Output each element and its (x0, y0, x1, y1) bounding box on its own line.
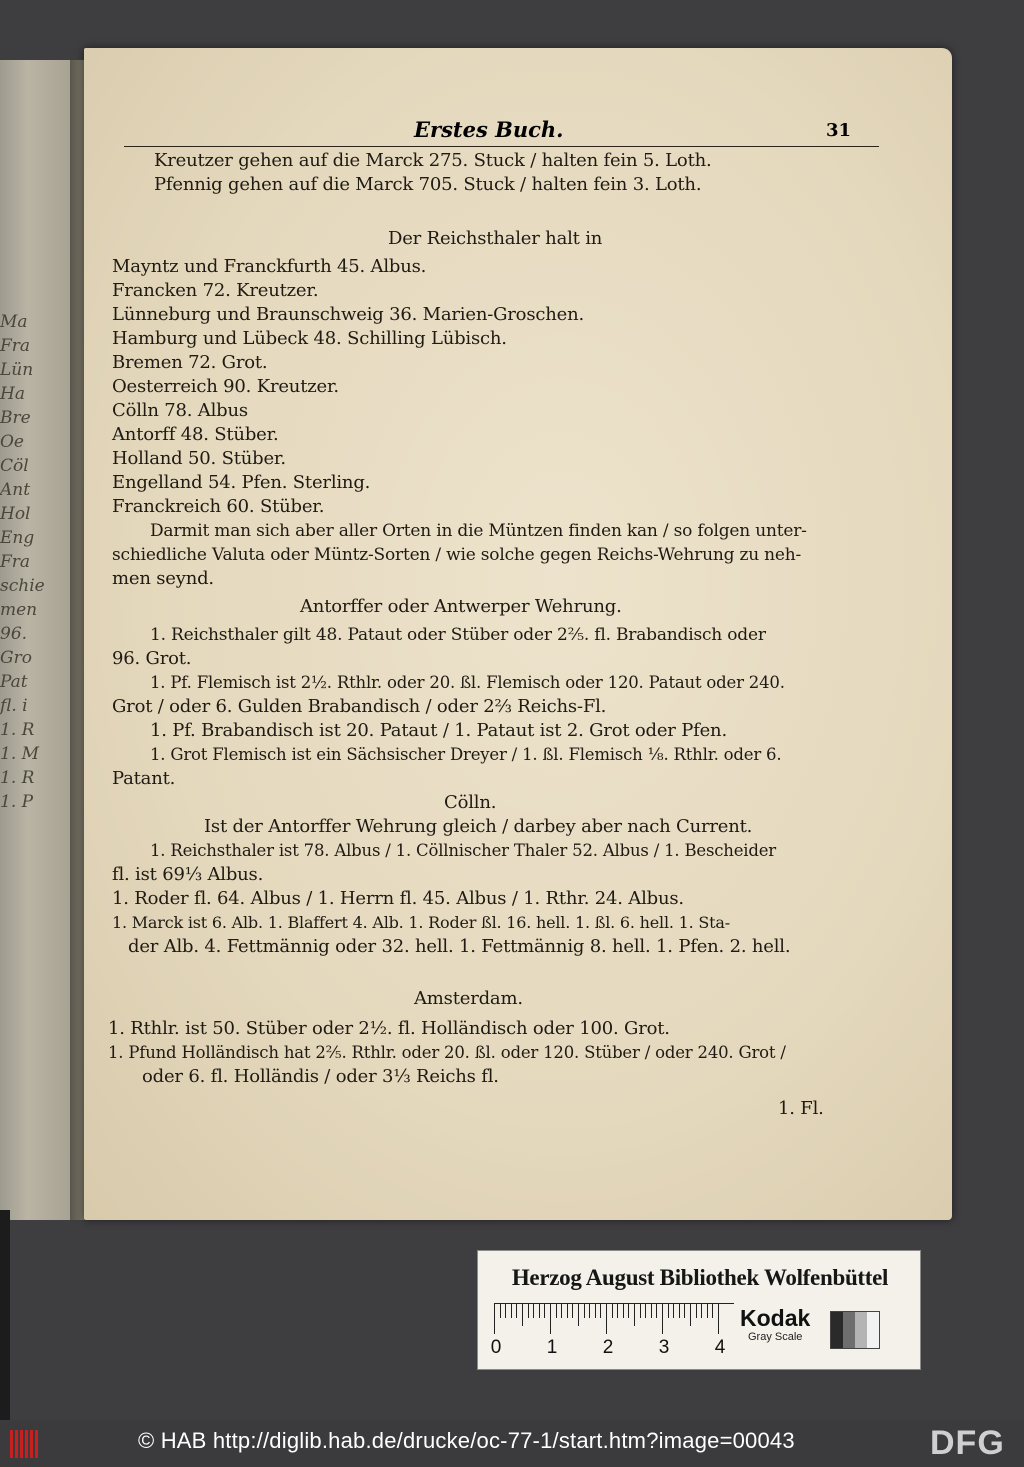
text-line: Francken 72. Kreutzer. (112, 280, 319, 301)
ruler-label: 4 (714, 1337, 726, 1358)
dfg-logo: DFG (930, 1424, 1005, 1462)
previous-page-fragment: Ma (0, 312, 28, 332)
ruler-tick (572, 1304, 573, 1318)
previous-page-fragment: Fra (0, 336, 31, 356)
text-line: 1. Pf. Brabandisch ist 20. Pataut / 1. Pataut ist 2. Grot oder Pfen. (150, 720, 727, 741)
ruler-tick (600, 1304, 601, 1318)
previous-page-fragment: 1. R (0, 768, 35, 788)
scanner-edge (0, 1210, 10, 1420)
ruler-tick (662, 1304, 663, 1334)
text-line: Pfennig gehen auf die Marck 705. Stuck / halten fein 3. Loth. (154, 174, 702, 195)
text-line: Antorff 48. Stüber. (112, 424, 279, 445)
ruler-tick (539, 1304, 540, 1318)
ruler-tick (640, 1304, 641, 1318)
previous-page-fragment: fl. i (0, 696, 28, 716)
ruler-tick (679, 1304, 680, 1318)
ruler-tick (595, 1304, 596, 1318)
ruler-label: 2 (602, 1337, 614, 1358)
text-line: men seynd. (112, 568, 214, 589)
hab-logo-icon (10, 1430, 40, 1458)
section-heading: Cölln. (444, 792, 497, 813)
text-line: Oesterreich 90. Kreutzer. (112, 376, 339, 397)
previous-page-fragment: Cöl (0, 456, 29, 476)
ruler-tick (690, 1304, 691, 1326)
section-heading: Der Reichsthaler halt in (388, 228, 603, 249)
ruler-tick (645, 1304, 646, 1318)
text-line: fl. ist 69⅓ Albus. (112, 864, 264, 885)
text-line: 1. Rthlr. ist 50. Stüber oder 2½. fl. Holländisch oder 100. Grot. (108, 1018, 670, 1039)
gray-scale-swatches (830, 1311, 880, 1349)
ruler-tick (712, 1304, 713, 1318)
ruler-label: 1 (546, 1337, 558, 1358)
ruler-tick (578, 1304, 579, 1326)
section-heading: Antorffer oder Antwerper Wehrung. (300, 596, 622, 617)
text-line: schiedliche Valuta oder Müntz-Sorten / wie solche gegen Reichs-Wehrung zu neh- (112, 545, 802, 565)
ruler-tick (500, 1304, 501, 1318)
text-line: 1. Reichsthaler gilt 48. Pataut oder Stüber oder 2⅖. fl. Brabandisch oder (150, 625, 766, 645)
previous-page-fragment: Oe (0, 432, 24, 452)
text-line: Kreutzer gehen auf die Marck 275. Stuck / halten fein 5. Loth. (154, 150, 712, 171)
ruler-scale (494, 1303, 734, 1338)
text-line: 1. Roder fl. 64. Albus / 1. Herrn fl. 45. Albus / 1. Rthr. 24. Albus. (112, 888, 684, 909)
gray-swatch (831, 1312, 843, 1348)
previous-page-text (0, 310, 60, 814)
document-page (84, 48, 952, 1220)
ruler-tick (684, 1304, 685, 1318)
logo-bar (30, 1430, 33, 1458)
ruler-tick (606, 1304, 607, 1334)
ruler-tick (516, 1304, 517, 1318)
ruler-tick (651, 1304, 652, 1318)
logo-bar (10, 1430, 13, 1458)
ruler-tick (505, 1304, 506, 1318)
text-line: der Alb. 4. Fettmännig oder 32. hell. 1. Fettmännig 8. hell. 1. Pfen. 2. hell. (128, 936, 791, 957)
text-line: Patant. (112, 768, 176, 789)
previous-page-fragment: Pat (0, 672, 28, 692)
ruler-tick (656, 1304, 657, 1318)
catchword: 1. Fl. (778, 1098, 824, 1119)
ruler-tick (668, 1304, 669, 1318)
ruler-tick (623, 1304, 624, 1318)
ruler-tick (522, 1304, 523, 1326)
color-calibration-chart (477, 1250, 921, 1370)
previous-page-fragment: Lün (0, 360, 34, 380)
text-line: Holland 50. Stüber. (112, 448, 286, 469)
ruler-label: 3 (658, 1337, 670, 1358)
kodak-logo: Kodak (740, 1305, 811, 1331)
ruler-tick (617, 1304, 618, 1318)
text-line: 1. Reichsthaler ist 78. Albus / 1. Cöllnischer Thaler 52. Albus / 1. Bescheider (150, 841, 776, 860)
previous-page-fragment: Bre (0, 408, 31, 428)
gray-swatch (843, 1312, 855, 1348)
ruler-tick (511, 1304, 512, 1318)
text-line: 1. Marck ist 6. Alb. 1. Blaffert 4. Alb. 1. Roder ßl. 16. hell. 1. ßl. 6. hell. 1. Sta- (112, 913, 730, 932)
ruler-tick (634, 1304, 635, 1326)
previous-page-fragment: 1. P (0, 792, 34, 812)
previous-page-fragment: Ant (0, 480, 31, 500)
ruler-tick (561, 1304, 562, 1318)
ruler-tick (567, 1304, 568, 1318)
previous-page-fragment: schie (0, 576, 45, 596)
text-line: Darmit man sich aber aller Orten in die Müntzen finden kan / so folgen unter- (150, 521, 807, 541)
section-heading: Amsterdam. (414, 988, 523, 1009)
text-line: oder 6. fl. Holländis / oder 3⅓ Reichs fl. (142, 1066, 499, 1087)
ruler-tick (612, 1304, 613, 1318)
page-number: 31 (826, 120, 852, 141)
previous-page-fragment: Hol (0, 504, 31, 524)
previous-page-edge (0, 60, 70, 1220)
library-name: Herzog August Bibliothek Wolfenbüttel (511, 1265, 889, 1290)
text-line: Lünneburg und Braunschweig 36. Marien-Groschen. (112, 304, 584, 325)
ruler-tick (550, 1304, 551, 1334)
ruler-tick (696, 1304, 697, 1318)
text-line: Hamburg und Lübeck 48. Schilling Lübisch. (112, 328, 507, 349)
ruler-tick (533, 1304, 534, 1318)
ruler-tick (673, 1304, 674, 1318)
text-line: 1. Pfund Holländisch hat 2⅖. Rthlr. oder 20. ßl. oder 120. Stüber / oder 240. Grot / (108, 1043, 786, 1062)
ruler-label: 0 (490, 1337, 502, 1358)
text-line: Cölln 78. Albus (112, 400, 248, 421)
logo-bar (20, 1430, 23, 1458)
previous-page-fragment: 96. (0, 624, 28, 644)
gray-swatch (855, 1312, 867, 1348)
previous-page-fragment: Eng (0, 528, 35, 548)
ruler-tick (494, 1304, 495, 1334)
previous-page-fragment: 1. M (0, 744, 40, 764)
previous-page-fragment: Ha (0, 384, 25, 404)
text-line: Grot / oder 6. Gulden Brabandisch / oder 2⅔ Reichs-Fl. (112, 696, 607, 717)
logo-bar (25, 1430, 28, 1458)
ruler-tick (544, 1304, 545, 1318)
previous-page-fragment: men (0, 600, 38, 620)
text-line: Mayntz und Franckfurth 45. Albus. (112, 256, 427, 277)
header-rule (124, 146, 879, 147)
running-header: Erstes Buch. (414, 117, 564, 142)
text-line: 1. Grot Flemisch ist ein Sächsischer Dreyer / 1. ßl. Flemisch ⅛. Rthlr. oder 6. (150, 745, 782, 764)
text-line: 1. Pf. Flemisch ist 2½. Rthlr. oder 20. ßl. Flemisch oder 120. Pataut oder 240. (150, 673, 785, 692)
previous-page-fragment: Fra (0, 552, 31, 572)
ruler-tick (528, 1304, 529, 1318)
ruler-tick (589, 1304, 590, 1318)
text-line: Engelland 54. Pfen. Sterling. (112, 472, 371, 493)
footer-bar (0, 1420, 1024, 1467)
copyright-url[interactable]: © HAB http://diglib.hab.de/drucke/oc-77-1/start.htm?image=00043 (138, 1428, 795, 1453)
text-line: Bremen 72. Grot. (112, 352, 268, 373)
ruler-tick (556, 1304, 557, 1318)
gray-swatch (867, 1312, 879, 1348)
logo-bar (35, 1430, 38, 1458)
text-line: 96. Grot. (112, 648, 192, 669)
ruler-tick (707, 1304, 708, 1318)
ruler-tick (584, 1304, 585, 1318)
ruler-tick (718, 1304, 719, 1334)
page-gutter-shadow (70, 60, 84, 1220)
previous-page-fragment: Gro (0, 648, 32, 668)
text-line: Ist der Antorffer Wehrung gleich / darbey aber nach Current. (204, 816, 753, 837)
logo-bar (15, 1430, 18, 1458)
text-line: Franckreich 60. Stüber. (112, 496, 325, 517)
ruler-tick (701, 1304, 702, 1318)
gray-scale-label: Gray Scale (748, 1331, 803, 1343)
ruler-tick (628, 1304, 629, 1318)
previous-page-fragment: 1. R (0, 720, 35, 740)
